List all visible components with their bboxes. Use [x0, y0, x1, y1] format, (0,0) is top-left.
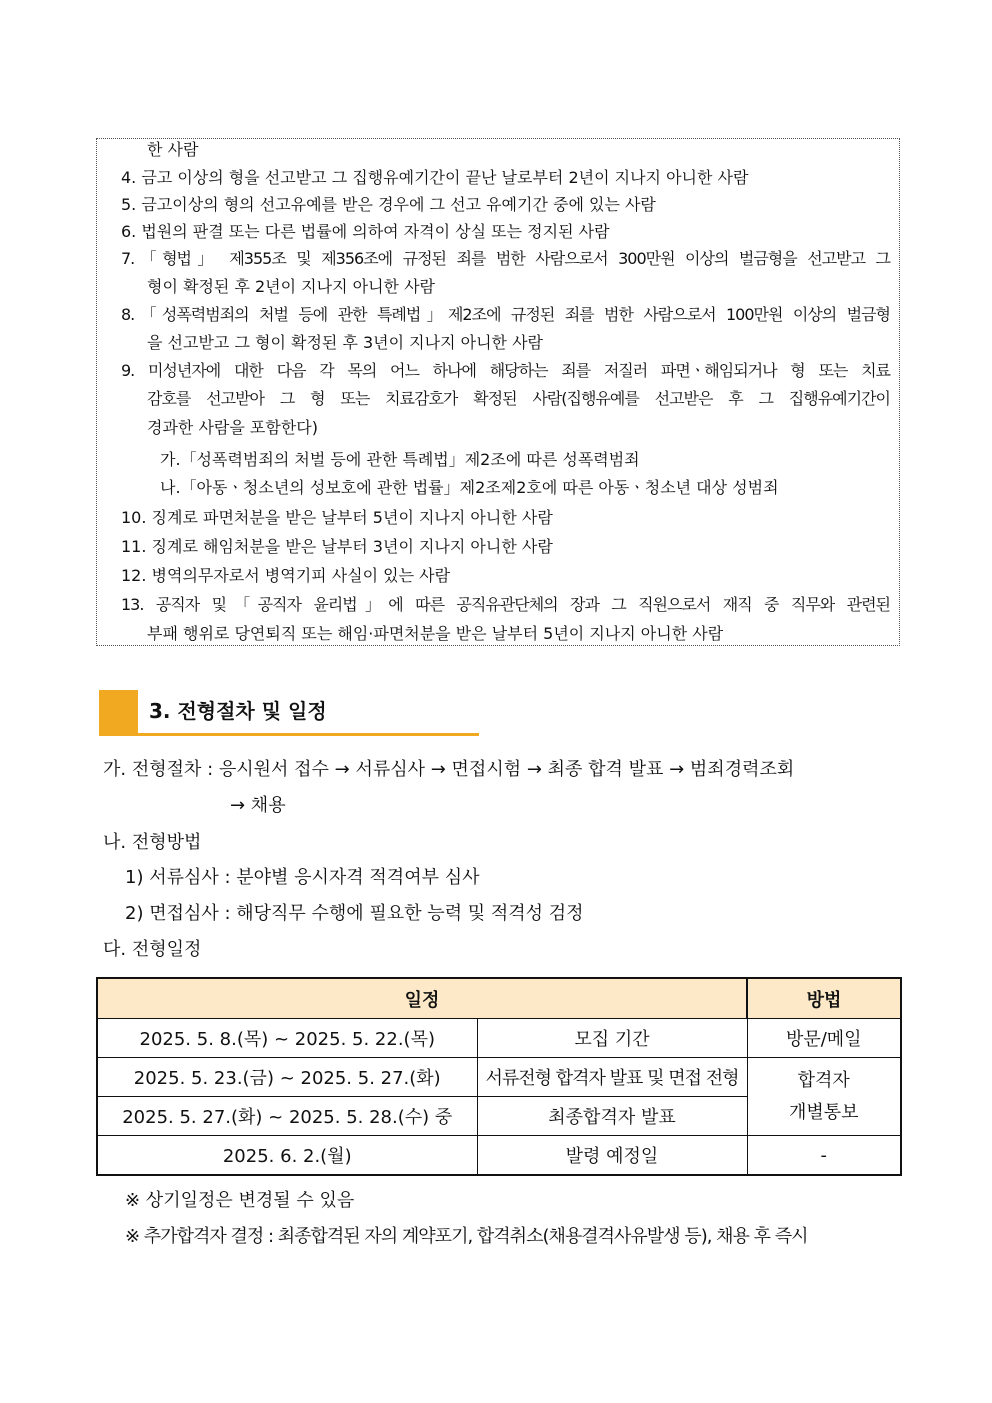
method-merged-line2: 개별통보: [788, 1101, 859, 1123]
disq-item-12: 12. 병역의무자로서 병역기피 사실이 있는 사람: [121, 566, 451, 585]
header-method: 방법: [747, 978, 901, 1019]
method-merged-line1: 합격자: [797, 1069, 850, 1091]
method-title: 나. 전형방법: [103, 832, 202, 853]
row-item: 최종합격자 발표: [477, 1097, 747, 1136]
table-row: [97, 1058, 901, 1097]
disq-item-5: 5. 금고이상의 형의 선고유예를 받은 경우에 그 선고 유예기간 중에 있는 사람: [121, 195, 656, 214]
disq-item-9: 9. 미성년자에 대한 다음 각 목의 어느 하나에 해당하는 죄를 저질러 파면ㆍ해임되거나 형 또는 치료: [121, 361, 890, 380]
disq-item-6: 6. 법원의 판결 또는 다른 법률에 의하여 자격이 상실 또는 정지된 사람: [121, 222, 610, 241]
disq-item-13-cont: 부패 행위로 당연퇴직 또는 해임·파면처분을 받은 날부터 5년이 지나지 아니한 사람: [147, 624, 724, 643]
row-method: -: [747, 1136, 901, 1176]
method-document: 1) 서류심사 : 분야별 응시자격 적격여부 심사: [125, 867, 480, 888]
header-schedule: 일정: [97, 978, 747, 1019]
disq-item-9-cont2: 경과한 사람을 포함한다): [147, 418, 318, 437]
disq-item-9-ga: 가.「성폭력범죄의 처벌 등에 관한 특례법」제2조에 따른 성폭력범죄: [160, 450, 640, 469]
disq-item-7: 7.「형법」 제355조 및 제356조에 규정된 죄를 범한 사람으로서 300만원 이상의 벌금형을 선고받고 그: [121, 249, 890, 268]
note-schedule-change: ※ 상기일정은 변경될 수 있음: [125, 1190, 355, 1211]
disq-item-11: 11. 징계로 해임처분을 받은 날부터 3년이 지나지 아니한 사람: [121, 537, 553, 556]
schedule-title: 다. 전형일정: [103, 939, 202, 960]
procedure-line-cont: → 채용: [230, 795, 286, 816]
row-item: 서류전형 합격자 발표 및 면접 전형: [477, 1058, 747, 1097]
disq-line-continued: 한 사람: [147, 140, 199, 159]
method-interview: 2) 면접심사 : 해당직무 수행에 필요한 능력 및 적격성 검정: [125, 903, 584, 924]
table-row: [97, 1136, 901, 1176]
disq-item-8: 8.「성폭력범죄의 처벌 등에 관한 특례법」제2조에 규정된 죄를 범한 사람으로서 100만원 이상의 벌금형: [121, 305, 890, 324]
procedure-line: 가. 전형절차 : 응시원서 접수 → 서류심사 → 면접시험 → 최종 합격 발표 → 범죄경력조회: [103, 759, 795, 780]
section-marker: [99, 690, 138, 733]
section-underline: [99, 733, 479, 736]
row-date: 2025. 6. 2.(월): [97, 1136, 477, 1176]
row-item: 발령 예정일: [477, 1136, 747, 1176]
disq-item-9-cont1: 감호를 선고받아 그 형 또는 치료감호가 확정된 사람(집행유예를 선고받은 후 그 집행유예기간이: [147, 389, 890, 408]
row-item: 모집 기간: [477, 1019, 747, 1058]
note-additional-pass: ※ 추가합격자 결정 : 최종합격된 자의 계약포기, 합격취소(채용결격사유발생 등), 채용 후 즉시: [125, 1226, 808, 1247]
disq-item-8-cont: 을 선고받고 그 형이 확정된 후 3년이 지나지 아니한 사람: [147, 333, 543, 352]
row-date: 2025. 5. 23.(금) ~ 2025. 5. 27.(화): [97, 1058, 477, 1097]
table-row: [97, 1019, 901, 1058]
row-method: 방문/메일: [747, 1019, 901, 1058]
row-date: 2025. 5. 27.(화) ~ 2025. 5. 28.(수) 중: [97, 1097, 477, 1136]
schedule-table: [96, 977, 902, 1176]
disq-item-13: 13. 공직자 및「공직자 윤리법」에 따른 공직유관단체의 장과 그 직원으로서 재직 중 직무와 관련된: [121, 595, 890, 614]
disq-item-7-cont: 형이 확정된 후 2년이 지나지 아니한 사람: [147, 277, 435, 296]
table-header-row: [97, 978, 901, 1019]
row-method-merged: [747, 1058, 901, 1136]
disq-item-9-na: 나.「아동ㆍ청소년의 성보호에 관한 법률」제2조제2호에 따른 아동ㆍ청소년 대상 성범죄: [160, 478, 779, 497]
section-header: [99, 690, 479, 740]
row-date: 2025. 5. 8.(목) ~ 2025. 5. 22.(목): [97, 1019, 477, 1058]
disq-item-4: 4. 금고 이상의 형을 선고받고 그 집행유예기간이 끝난 날로부터 2년이 지나지 아니한 사람: [121, 168, 749, 187]
disq-item-10: 10. 징계로 파면처분을 받은 날부터 5년이 지나지 아니한 사람: [121, 508, 553, 527]
section-title: 3. 전형절차 및 일정: [149, 699, 327, 723]
